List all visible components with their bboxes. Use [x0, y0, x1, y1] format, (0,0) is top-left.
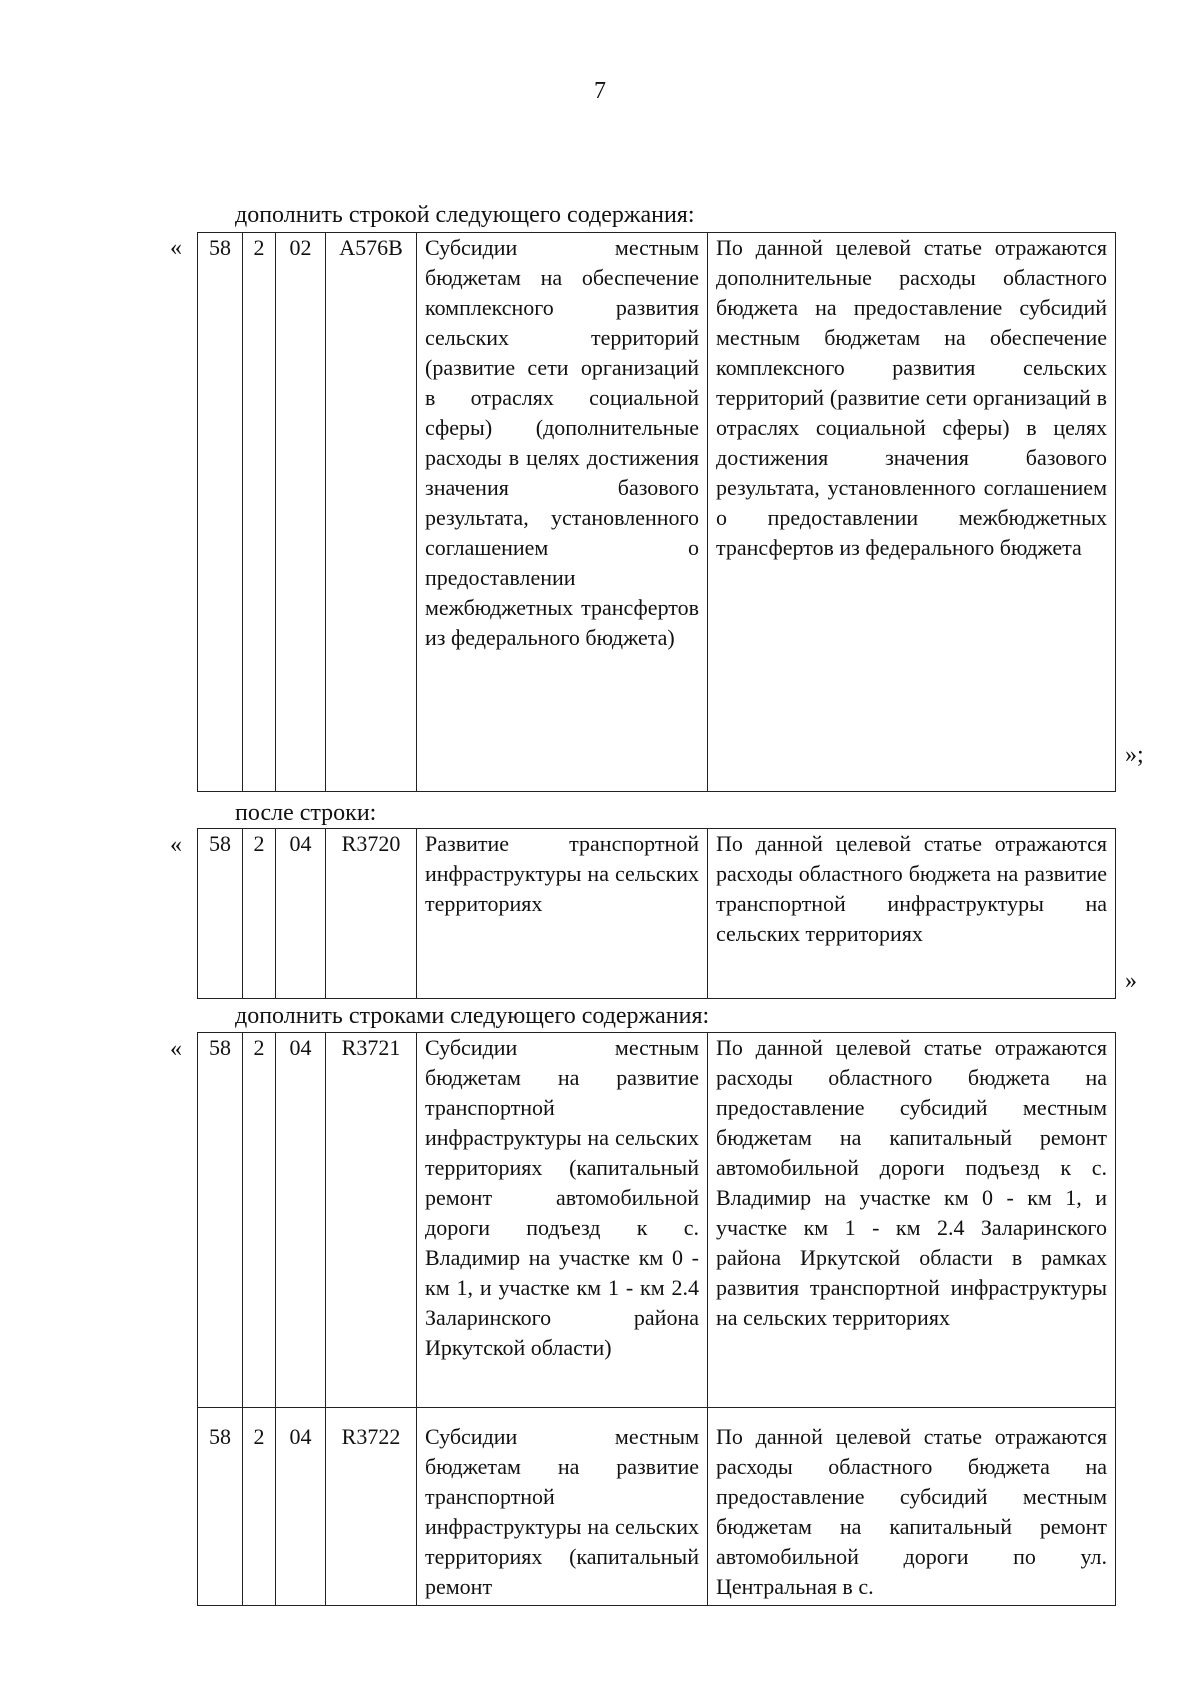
- table-row: [198, 1408, 1116, 1606]
- section-caption-2: после строки:: [235, 800, 377, 826]
- code-cell: R3721: [326, 1033, 417, 1408]
- code-cell: 02: [276, 233, 326, 792]
- code-cell: 04: [276, 829, 326, 999]
- open-quote-2: «: [170, 832, 182, 858]
- close-quote-2: »: [1125, 968, 1137, 994]
- code-cell: 58: [198, 1408, 243, 1606]
- code-cell: 2: [243, 1033, 276, 1408]
- code-cell: 2: [243, 1408, 276, 1606]
- name-cell: Субсидии местным бюджетам на обеспечение комплексного развития сельских территорий (развитие сети организаций в отраслях социальной сферы) (дополнительные расходы в целях достижения значения базового результата, установленного соглашением о предоставлении межбюджетных трансфертов из федерального бюджета): [417, 233, 708, 792]
- code-cell: 2: [243, 829, 276, 999]
- budget-table-2: [197, 828, 1116, 999]
- name-text: Субсидии местным бюджетам на развитие транспортной инфраструктуры на сельских территориях (капитальный ремонт: [425, 1424, 699, 1599]
- code-cell: 04: [276, 1033, 326, 1408]
- table-row: [198, 829, 1116, 999]
- name-cell: Субсидии местным бюджетам на развитие транспортной инфраструктуры на сельских территориях (капитальный ремонт автомобильной дороги подъезд к с. Владимир на участке км 0 - км 1, и участке км 1 - км 2.4 Заларинского района Иркутской области): [417, 1033, 708, 1408]
- section-caption-3: дополнить строками следующего содержания:: [235, 1003, 710, 1029]
- code-cell: 58: [198, 829, 243, 999]
- close-quote-1: »;: [1125, 742, 1144, 768]
- code-cell: R3722: [326, 1408, 417, 1606]
- table-row: [198, 233, 1116, 792]
- name-cell: Развитие транспортной инфраструктуры на сельских территориях: [417, 829, 708, 999]
- description-cell: По данной целевой статье отражаются дополнительные расходы областного бюджета на предоставление субсидий местным бюджетам на обеспечение комплексного развития сельских территорий (развитие сети организаций в отраслях социальной сферы) в целях достижения значения базового результата, установленного соглашением о предоставлении межбюджетных трансфертов из федерального бюджета: [708, 233, 1116, 792]
- description-cell: [708, 1408, 1116, 1606]
- budget-table-1: [197, 232, 1116, 792]
- code-cell: A576B: [326, 233, 417, 792]
- description-text: По данной целевой статье отражаются расходы областного бюджета на предоставление субсидий местным бюджетам на капитальный ремонт автомобильной дороги по ул. Центральная в с.: [716, 1424, 1107, 1599]
- code-cell: 04: [276, 1408, 326, 1606]
- table-row: [198, 1033, 1116, 1408]
- code-cell: R3720: [326, 829, 417, 999]
- code-cell: 58: [198, 1033, 243, 1408]
- page-number: 7: [594, 78, 606, 104]
- code-cell: 2: [243, 233, 276, 792]
- open-quote-3: «: [170, 1036, 182, 1062]
- open-quote-1: «: [170, 235, 182, 261]
- budget-table-3: [197, 1032, 1116, 1606]
- description-cell: По данной целевой статье отражаются расходы областного бюджета на развитие транспортной инфраструктуры на сельских территориях: [708, 829, 1116, 999]
- name-cell: [417, 1408, 708, 1606]
- description-cell: По данной целевой статье отражаются расходы областного бюджета на предоставление субсидий местным бюджетам на капитальный ремонт автомобильной дороги подъезд к с. Владимир на участке км 0 - км 1, и участке км 1 - км 2.4 Заларинского района Иркутской области в рамках развития транспортной инфраструктуры на сельских территориях: [708, 1033, 1116, 1408]
- code-cell: 58: [198, 233, 243, 792]
- section-caption-1: дополнить строкой следующего содержания:: [235, 202, 695, 228]
